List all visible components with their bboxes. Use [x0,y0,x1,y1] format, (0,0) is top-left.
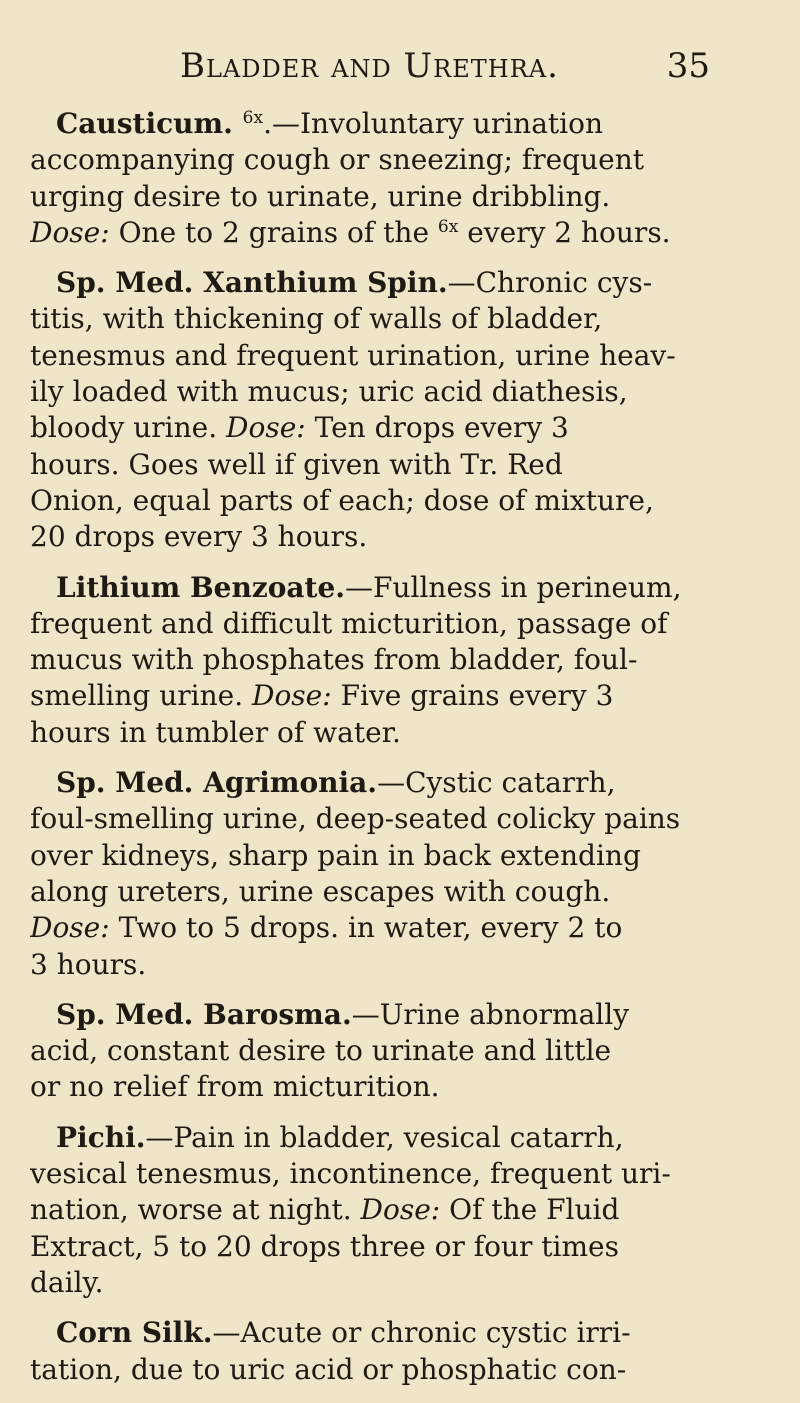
dose-text: Of the Fluid [440,1193,620,1227]
entry-text: —Pain in bladder, vesical catarrh, [145,1120,624,1154]
text-line: Onion, equal parts of each; dose of mixture, [30,483,654,517]
entry-term: Sp. Med. Xanthium Spin. [56,266,448,300]
entry-text: —Acute or chronic cystic irri- [212,1316,631,1350]
entry-term: Sp. Med. Agrimonia. [56,766,378,800]
dose-label: Dose: [360,1193,441,1227]
entry-text: bloody urine. [30,411,227,445]
potency-superscript: 6x [242,108,264,128]
text-line: foul-smelling urine, deep-seated colicky pains [30,802,681,836]
entry-text: —Urine abnormally [351,997,630,1031]
entry-text: .—Involuntary urination [263,107,603,140]
text-line: ily loaded with mucus; uric acid diathesis, [30,375,628,409]
entry-term: Sp. Med. Barosma. [56,997,352,1031]
text-line: vesical tenesmus, incontinence, frequent uri- [30,1157,671,1191]
running-title: Bladder and Urethra. [180,46,559,86]
dose-label: Dose: [30,911,110,945]
text-line [30,910,710,946]
text-line: titis, with thickening of walls of bladder, [30,302,603,336]
text-line: 20 drops every 3 hours. [30,520,368,554]
text-line: accompanying cough or sneezing; frequent [30,143,644,177]
page-number: 35 [666,46,710,86]
text-line: 3 hours. [30,947,147,981]
entry-text: —Fullness in perineum, [345,570,682,604]
text-line: hours. Goes well if given with Tr. Red [30,447,563,481]
text-line: along ureters, urine escapes with cough. [30,874,611,908]
text-line [30,265,710,301]
entry-pichi [30,1120,710,1301]
text-line: or no relief from micturition. [30,1070,440,1104]
entry-text: —Chronic cys- [447,266,653,300]
dose-text: One to 2 grains of the [109,215,438,249]
text-line [30,1120,710,1156]
text-line [30,410,710,446]
text-line [30,570,710,606]
text-line [30,1315,710,1351]
entry-term: Causticum. [56,107,243,140]
body-text [30,106,710,1402]
dose-label: Dose: [226,411,306,445]
dose-text: Ten drops every 3 [305,411,569,445]
text-line: hours in tumbler of water. [30,715,401,749]
text-line: tenesmus and frequent urination, urine heav- [30,338,676,372]
running-head [80,46,710,96]
entry-causticum [30,106,710,251]
entry-term: Corn Silk. [56,1316,213,1350]
text-line [30,1192,710,1228]
dose-text: every 2 hours. [458,215,671,249]
text-line: acid, constant desire to urinate and little [30,1034,612,1068]
entry-xanthium [30,265,710,555]
text-line: Extract, 5 to 20 drops three or four times [30,1229,619,1263]
entry-corn-silk [30,1315,710,1388]
entry-text: nation, worse at night. [30,1193,361,1227]
dose-label: Dose: [30,215,110,249]
text-line: tation, due to uric acid or phosphatic con- [30,1352,627,1386]
entry-lithium-benzoate [30,570,710,751]
text-line [30,678,710,714]
text-line [30,215,710,251]
text-line [30,106,710,142]
text-line [30,765,710,801]
dose-text: Two to 5 drops. in water, every 2 to [109,911,623,945]
entry-text: smelling urine. [30,679,252,713]
entry-term: Lithium Benzoate. [56,570,346,604]
text-line: urging desire to urinate, urine dribbling. [30,179,611,213]
text-line: frequent and difficult micturition, passage of [30,606,668,640]
entry-agrimonia [30,765,710,983]
dose-label: Dose: [252,679,332,713]
dose-text: Five grains every 3 [331,679,614,713]
potency-superscript: 6x [437,216,459,237]
entry-text: —Cystic catarrh, [377,766,616,800]
text-line: daily. [30,1265,104,1299]
text-line: mucus with phosphates from bladder, foul- [30,643,638,677]
entry-term: Pichi. [56,1120,146,1154]
text-line [30,997,710,1033]
text-line: over kidneys, sharp pain in back extending [30,838,641,872]
entry-barosma [30,997,710,1106]
